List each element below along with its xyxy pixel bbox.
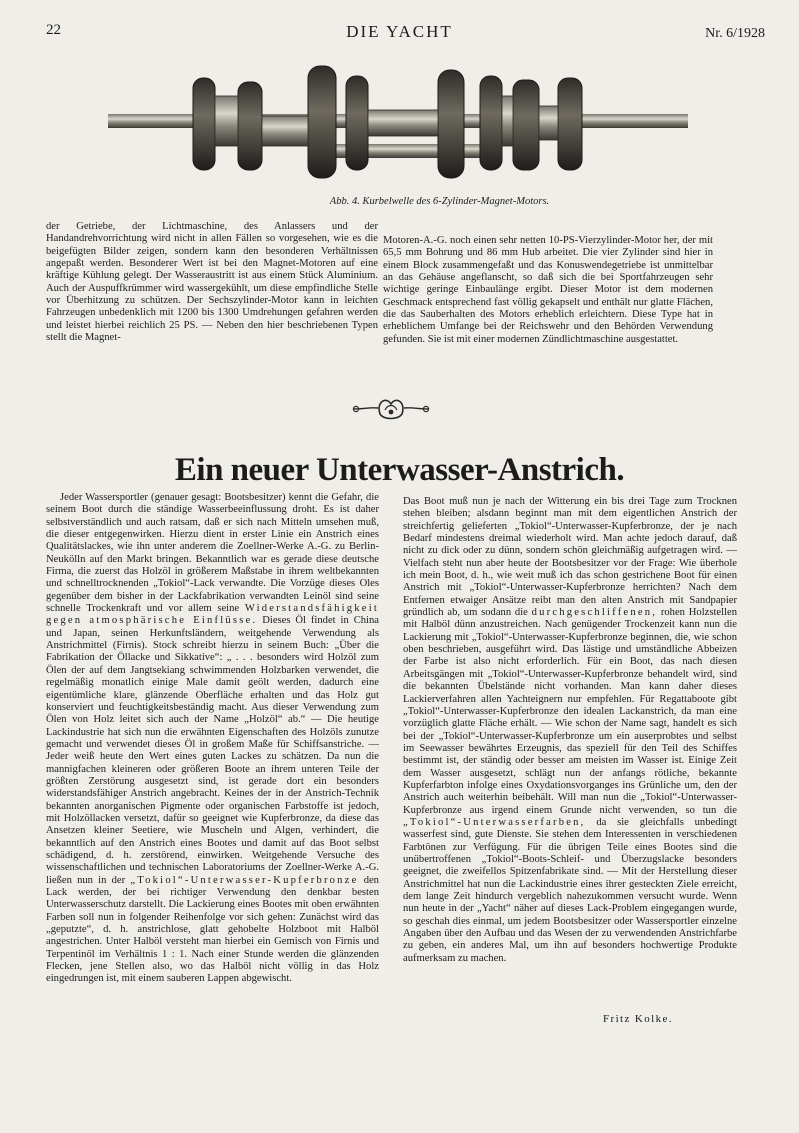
spaced-text: „Tokiol“-Unterwasser-Kupferbronze [130,874,359,886]
paragraph [403,496,737,965]
continued-text-right-column [383,235,713,346]
article-headline: Ein neuer Unterwasser-Anstrich. [174,452,625,488]
floral-ornament [352,392,430,426]
author-signature: Fritz Kolke. [603,1013,673,1025]
text-run: Das Boot muß nun je nach der Witterung ein bis drei Tage zum Trocknen stehen bleiben; alsdann beginnt man mit dem eigentlichen Anstrich der streichfertig gelieferten „Tokiol“-Unterwasser-Kupferbronze, der je nach Bedarf mindestens dreimal wiederholt wird. Man achte jedoch darauf, daß nicht zu dick oder zu dünn, sondern schön gleichmäßig aufgetragen wird. — Vielfach steht nun aber heute der Bootsbesitzer vor der Frage: Wie überhole ich mein Boot, d. h., wie weit muß ich das schon gestrichene Boot für einen Anstrich mit „Tokiol“-Unterwasser-Kupferbronze herrichten? Nach dem Entfernen etwaiger Ansätze reibt man den alten Anstrich mit Sandpapier gründlich ab, um sodann die [403,496,737,619]
text-run: Dieses Öl findet in China und Japan, seinen Herkunftsländern, weitgehende Verwendung als Anstrichmittel (Firnis). Stock schreibt hierzu in seinem Buch: „Über die Fabrikation der Öllacke und Sikkative“: „ . . . besonders wird Holzöl zum Ölen der auf dem Jangtsekiang schwimmenden Holzbarken verwendet, die regelmäßig monatlich einige Male damit geölt werden, dadurch eine eigentümliche klare, glänzende Oberfläche erhalten und das Holz gut konserviert und feuchtigkeitsbeständig macht. Aus dieser Verwendung zum Ölen von Holz leitet sich auch der Name „Holzöl“ ab.“ — Die heutige Lackindustrie hat sich nun die erwähnten Eigenschaften des Holzöls zunutze gemacht und verwendet dieses Öl in großem Maße für Schiffsanstriche. — Jeder weiß heute den Wert eines guten Lackes zu schätzen. Da nun die mannigfachen kleineren oder größeren Boote an ihrem unteren Teile der größten Zerstörung ausgesetzt sind, ist gerade dort ein besonders widerstandsfähiger Anstrich angebracht. Keines der in der Anstrich-Technik bekannten anorganischen Pigmente oder organischen Farbstoffe ist jedoch, mit Holzöllacken versetzt, dafür so geeignet wie Kupferbronze, da diese das Ansetzen kleiner Seetiere, wie Muscheln und Algen, verhindert, die bekanntlich auf den Anstrich eines Bootes und damit auf das Boot selbst schädigend, d. h. zerstörend, einwirken. Weitgehende Versuche des wissenschaftlichen und technischen Laboratoriums der Zoellner-Werke A.-G. ließen nun in der [46,615,380,886]
paragraph: Motoren-A.-G. noch einen sehr netten 10-PS-Vierzylinder-Motor her, der mit 65,5 mm Bohrung und 86 mm Hub arbeitet. Die vier Zylinder sind hier in einem Block zusammengefaßt und das Konuswendegetriebe ist unmittelbar an das Gehäuse angeflanscht, so daß sich die bei Sportfahrzeugen sehr wichtige geringe Einbaulänge ergibt. Dieser Motor ist dem modernen Geschmack entsprechend fast völlig gekapselt und enthält nur glatte Flächen, die das Sauberhalten des Motors erheblich erleichtern. Diese Type hat in erheblichem Umfange bei der Reichswehr und den Behörden Verwendung gefunden. Sie ist mit einer modernen Zündlichtmaschine ausgestattet. [383,235,713,345]
paragraph: der Getriebe, der Lichtmaschine, des Anlassers und der Handandrehvorrichtung wird nicht in allen Fällen so vorgesehen, wie es die beigefügten Bilder zeigen, sondern kann den besonderen Verhältnissen angepaßt werden. Besonderer Wert ist bei den Magnet-Motoren auf eine kräftige Kühlung gelegt. Der Wasseraustritt ist aus einem Stück Aluminium. Auch der Auspuffkrümmer wird wassergekühlt, um diese empfindliche Stelle vor Überhitzung zu schützen. Der Sechszylinder-Motor kann in leichten Fahrzeugen unbedenklich mit 1200 bis 1300 Umdrehungen gefahren werden und leistet hierbei reichlich 25 PS. — Neben den hier beschriebenen Typen stellt die Magnet- [46,221,378,344]
running-title: DIE YACHT [346,22,453,41]
issue-number: Nr. 6/1928 [705,26,765,41]
continued-text-left-column [46,221,378,344]
spaced-text: durchgeschliffenen, [531,607,658,619]
crankshaft-photo [108,56,688,186]
article-left-column [46,492,379,986]
paragraph [46,492,379,986]
page-number: 22 [46,22,61,38]
text-run: da sie gleichfalls unbedingt wasserfest sind, gute Dienste. Sie stehen dem Interessenten in verschiedenen Farbtönen zur Verfügung. Für die übrigen Teile eines Bootes sind die unübertroffenen „Tokiol“-Boots-Schleif- und Überzugslacke besonders geeignet, die zweifellos Spitzenfabrikate sind. — Mit der Herstellung dieser Anstrichmittel hat nun die Lackindustrie eines ihrer gesteckten Ziele erreicht, dem lange Zeit hindurch vergeblich nahezukommen versucht wurde. Wenn nun heute in der „Yacht“ näher auf dieses Lack-Problem eingegangen wurde, so geschah dies einmal, um jedem Bootsbesitzer oder Wassersportler einzelne Angaben über den Aufbau und das Wesen der zu verwendenden Anstrichfarbe zu geben, ein anderes Mal, um ihn auf besonders hochwertige Produkte aufmerksam zu machen. [403,816,737,964]
spaced-text: Widerstandsfähigkeit gegen atmosphärische Einflüsse. [46,603,379,627]
figure-caption: Abb. 4. Kurbelwelle des 6-Zylinder-Magnet-Motors. [329,196,550,207]
text-run: den Lack werden, der bei richtiger Verwendung den denkbar besten Unterwasserschutz darstellt. Die Lackierung eines Bootes mit oben erwähnten Farben soll nun in folgender Reihenfolge vor sich gehen: Zunächst wird das „geputzte“, d. h. anstrichlose, glatt gehobelte Holzboot mit Halböl angestrichen. Unter Halböl versteht man hierbei ein Gemisch von Firnis und Terpentinöl im Verhältnis 1 : 1. Nach einer Stunde werden die glänzenden Flecken, jene Stellen also, wo das Halböl nicht völlig in das Holz eingedrungen ist, mit einem sauberen Lappen abgewischt. [46,874,379,985]
spaced-text: „Tokiol“-Unterwasserfarben, [403,816,586,828]
article-right-column [403,496,737,965]
text-run: rohen Holzstellen mit Halböl dünn anzustreichen. Nach genügender Trockenzeit kann nun die Lackierung mit „Tokiol“-Unterwasser-Kupferbronze beginnen, die, wie schon oben beschrieben, ausgeführt wird. Das lästige und umständliche Abbeizen der Farbe ist also nicht erforderlich. Für ein Boot, das nach diesen Arbeitsgängen mit „Tokiol“-Unterwasser-Kupferbronze behandelt wird, sind die bekannten Übelstände nicht vorhanden. Man kann daher dieses Lackierverfahren allen Yachteignern nur empfehlen. Für Regattaboote gibt „Tokiol“-Unterwasser-Kupferbronze den idealen Lackanstrich, da man eine vorzüglich glatte Fläche erhält. — Wie schon der Name sagt, handelt es sich bei der „Tokiol“-Unterwasser-Kupferbronze um ein auserprobtes und selbst im Seewasser bewährtes Erzeugnis, das speziell für den Teil des Schiffes bestimmt ist, der ständig oder besser am meisten im Wasser ist. Einige Zeit dem Wasser ausgesetzt, schlägt nun der anfangs rötliche, bekannte Kupferfarbton infolge eines Oxydationsvorganges ins Grünliche um, den der Anstrich auch weiterhin beibehält. Will man nun die „Tokiol“-Unterwasser-Kupferbronze aus irgend einem Grunde nicht verwenden, so tun die [403,607,737,816]
text-run: Jeder Wassersportler (genauer gesagt: Bootsbesitzer) kennt die Gefahr, die seinem Boot durch die ständige Wasserbeeinflussung droht. Es ist daher selbstverständlich und auch ratsam, daß er sich nach Mitteln umsehen muß, die dieser entgegenwirken. Hierzu dient in erster Linie ein Anstrich eines Qualitätslackes, wie ihn unter anderem die Zoellner-Werke A.-G. zu Berlin-Neukölln auf den Markt bringen. Bekanntlich war es gerade diese deutsche Firma, die zuerst das Holzöl in größerem Maßstabe in ihrem weltbekannten und schnelltrocknenden „Tokiol“-Lack verwandte. Die Vorzüge dieses Oles gegenüber dem bisher in der Lackfabrikation verwandten Leinöl sind seine schnelle Trockenkraft und vor allem seine [46,492,379,615]
